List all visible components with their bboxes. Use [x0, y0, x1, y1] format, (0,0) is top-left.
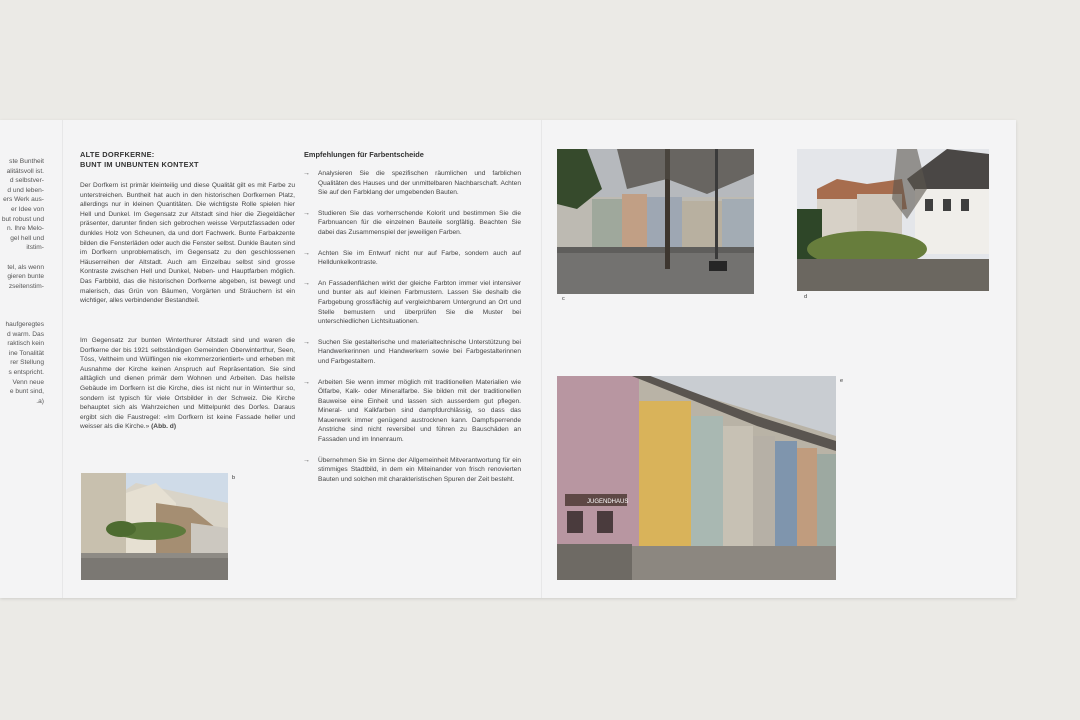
text-fragment: n. Ihre Melo-	[6, 225, 44, 233]
text-fragment: rer Stellung	[10, 359, 44, 367]
text-fragment: e bunt sind,	[9, 388, 44, 396]
text-gap	[0, 301, 44, 311]
section-paragraph-2: Im Gegensatz zur bunten Winterthurer Altstadt sind und waren die Dorfkerne der bis 1921 selbständigen Gemeinden Oberwinterthur, Seen, Töss, Veltheim und Wülflingen nie «kommerzorientiert» und erheben mit Ausnahme der Kirche keinen Anspruch auf Repräsentation. Sie sind alltäglich und dienen primär dem Wohnen und Arbeiten. Das hellste Gebäude im Dorfkern ist die Kirche, dies ist nicht nur in Winterthur so, sondern ist typisch für viele Ortsbilder in der Schweiz. Die Kirche behauptet sich als Wahrzeichen und Mittelpunkt des Dorfes. Daraus ergibt sich die Faustregel: «Im Dorfkern ist keine Fassade heller und weisser als die Kirche.» (Abb. d)	[80, 337, 295, 431]
section-paragraph-1: Der Dorfkern ist primär kleinteilig und diese Qualität gilt es mit Farbe zu unterstreichen. Buntheit hat auch in den historischen Dorfkernen Platz, allerdings nur in kleinen Quantitäten. Die wichtigste Rolle spielen hier Hell und Dunkel. Im Gegensatz zur Altstadt sind hier die Ziegeldächer präsenter, darunter finden sich gebrochen weisse Verputzfassaden oder dunkles Holz von Scheunen, da und dort Fachwerk. Bunte Farbakzente bilden die Fensterläden oder auch die Fenster selbst. Dunkle Bauten sind im Dorfkern unproblematisch, im Gegensatz zu den geschlossenen Häuserreihen der Altstadt. Auch am Einzelbau selbst sind grosse Kontraste zwischen Hell und Dunkel, Neben- und Hauptfarben möglich. Das Farbbild, das die historischen Dorfkerne abgeben, ist bewegt und malerisch, das Grün von Bäumen, Vorgärten und Sträuchern ist ein wichtiger, alles verbindender Bestandteil.	[80, 182, 295, 305]
folded-brochure	[0, 120, 1016, 598]
text-gap	[0, 311, 44, 321]
text-fragment: ste Buntheit	[9, 158, 44, 165]
text-fragment: er Idee von	[11, 205, 44, 213]
text-fragment: gel hell und	[10, 234, 44, 242]
recommendations-title: Empfehlungen für Farbentscheide	[304, 150, 424, 159]
recommendation-text: Übernehmen Sie im Sinne der Allgemeinheit Mitverantwortung für ein stimmiges Stadtbild, in dem ein Miteinander von frisch renovierten Bauten und solchen mit charakteristischen Spuren der Zeit besteht.	[318, 456, 521, 483]
photo-b-old-town-street	[81, 473, 228, 580]
figure-reference: (Abb. d)	[151, 423, 177, 431]
fold-line	[541, 120, 542, 598]
text-fragment: gieren bunte	[7, 273, 44, 281]
recommendation-text: Achten Sie im Entwurf nicht nur auf Farbe, sondern auch auf Helldunkelkontraste.	[318, 249, 521, 267]
cut-off-text-column	[0, 157, 44, 406]
arrow-right-icon: →	[303, 209, 310, 217]
arrow-right-icon: →	[303, 456, 310, 464]
section-heading: ALTE DORFKERNE: BUNT IM UNBUNTEN KONTEXT	[80, 150, 199, 169]
text-fragment: .a)	[36, 397, 44, 405]
recommendation-item	[303, 456, 521, 485]
recommendation-text: An Fassadenflächen wirkt der gleiche Farbton immer viel intensiver und bunter als auf kleinen Farbmustern. Lassen Sie deshalb die Farbgebung grossflächig auf vergleichbarem Untergrund an Ort und Stelle bemustern und überprüfen Sie die Muster bei unterschiedlichen Lichtsituationen.	[318, 279, 521, 326]
photo-e-colorful-facades	[557, 376, 836, 580]
text-fragment: d und leben-	[7, 186, 44, 194]
photo-c-square-with-trees	[557, 149, 754, 294]
text-fragment: raktisch kein	[7, 340, 44, 348]
recommendation-item	[303, 338, 521, 367]
text-gap	[0, 291, 44, 301]
recommendation-text: Analysieren Sie die spezifischen räumlichen und farblichen Qualitäten des Hauses und der unmittelbaren Nachbarschaft. Achten Sie auf den Farbklang der umgebenden Bauten.	[318, 170, 521, 197]
figure-label-d: d	[804, 294, 808, 300]
photo-d-village-houses	[797, 149, 989, 291]
shop-sign-text: JUGENDHAUS	[587, 499, 629, 505]
text-fragment: ers Werk aus-	[3, 196, 44, 204]
recommendation-text: Arbeiten Sie wenn immer möglich mit traditionellen Materialien wie Ölfarbe, Kalk- oder Mineralfarbe. Sie bilden mit der traditionellen Bauweise eine Einheit und lassen sich ausserdem gut pflegen. Mineral- und Kalkfarben sind dampfdurchlässig, so dass das Mauerwerk immer genügend austrocknen kann. Dampfsperrende Anstriche sind nicht reversibel und führen zu Bauschäden an Fassaden und im Innenraum.	[318, 378, 521, 444]
fold-line	[62, 120, 63, 598]
text-fragment: haufgeregtes	[5, 321, 44, 329]
text-fragment: d selbstver-	[9, 177, 44, 185]
arrow-right-icon: →	[303, 338, 310, 346]
recommendations-list	[303, 169, 521, 495]
recommendation-item	[303, 169, 521, 198]
text-fragment: zseitenstim-	[8, 282, 44, 290]
recommendation-item	[303, 209, 521, 238]
arrow-right-icon: →	[303, 249, 310, 257]
arrow-right-icon: →	[303, 378, 310, 386]
text-fragment: itstim-	[26, 244, 44, 252]
figure-label-b: b	[232, 475, 236, 481]
text-fragment: but robust und	[1, 215, 44, 223]
text-fragment: d warm. Das	[6, 330, 44, 338]
text-gap	[0, 253, 44, 263]
text-fragment: tel, als wenn	[7, 263, 44, 271]
recommendation-text: Studieren Sie das vorherrschende Kolorit und bestimmen Sie die Farbnuancen für die einzelnen Bauteile sorgfältig. Beachten Sie dabei das Zusammenspiel der jeweiligen Farben.	[318, 209, 521, 236]
figure-label-c: c	[562, 296, 565, 302]
figure-label-e: e	[840, 378, 844, 384]
text-fragment: alitätsvoll ist.	[6, 167, 44, 175]
recommendation-item	[303, 249, 521, 268]
recommendation-item	[303, 378, 521, 445]
recommendation-item	[303, 279, 521, 327]
arrow-right-icon: →	[303, 279, 310, 287]
text-fragment: Venn neue	[12, 378, 44, 386]
text-fragment: ine Tonalität	[8, 349, 44, 357]
arrow-right-icon: →	[303, 170, 310, 177]
recommendation-text: Suchen Sie gestalterische und materialtechnische Unterstützung bei Handwerkerinnen und Handwerkern sowie bei Farbgestalterinnen und Farbgestaltern.	[318, 338, 521, 365]
text-fragment: s entspricht.	[8, 369, 44, 377]
